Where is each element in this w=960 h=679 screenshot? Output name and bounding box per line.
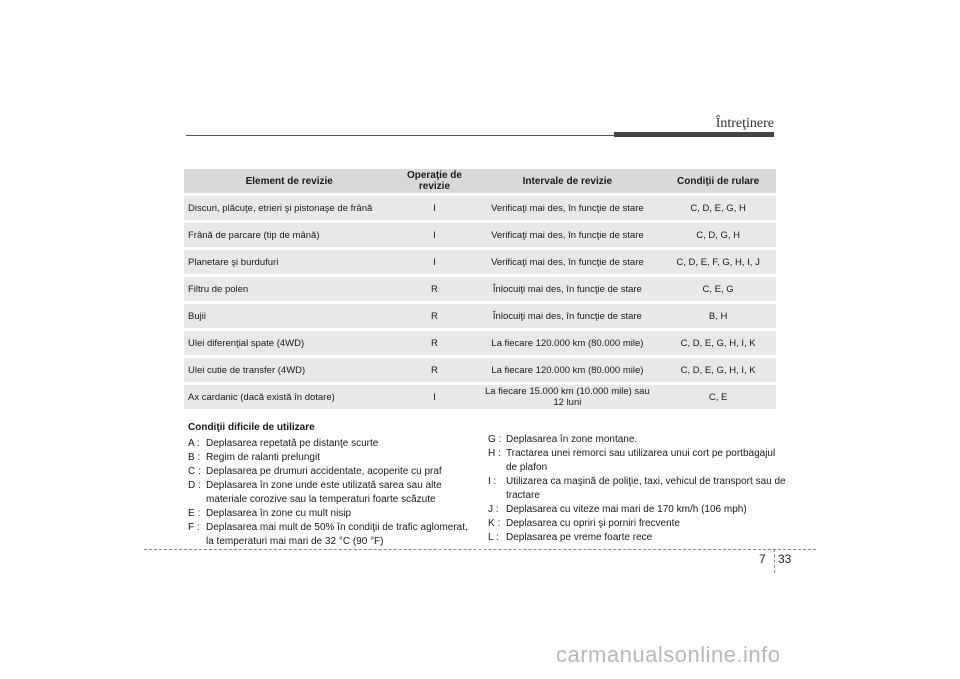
condition-text: Deplasarea pe drumuri accidentate, acoperite cu praf <box>206 466 442 477</box>
condition-text: Deplasarea în zone montane. <box>506 434 638 445</box>
cell-conditions: C, E <box>660 385 776 409</box>
table-row <box>184 277 776 301</box>
cell-element: Discuri, plăcuţe, etrieri şi pistonaşe de frână <box>184 196 394 220</box>
list-item <box>188 437 478 451</box>
cell-conditions: C, D, G, H <box>660 223 776 247</box>
table-header-row <box>184 169 776 193</box>
cell-conditions: C, D, E, F, G, H, I, J <box>660 250 776 274</box>
header-rule-accent <box>614 132 774 137</box>
column-header-operation: Operaţie de revizie <box>394 169 474 193</box>
condition-key: C : <box>188 466 201 477</box>
table-row <box>184 385 776 409</box>
footer-rule <box>144 549 816 550</box>
cell-element: Filtru de polen <box>184 277 394 301</box>
cell-conditions: B, H <box>660 304 776 328</box>
list-item <box>188 451 478 465</box>
cell-conditions: C, D, E, G, H <box>660 196 776 220</box>
column-header-element: Element de revizie <box>184 169 394 193</box>
condition-key: J : <box>488 504 499 515</box>
cell-interval: Verificaţi mai des, în funcţie de stare <box>474 223 660 247</box>
cell-operation: I <box>394 385 474 409</box>
condition-key: K : <box>488 518 501 529</box>
column-header-conditions: Condiţii de rulare <box>660 169 776 193</box>
condition-text: Deplasarea cu opriri şi porniri frecvente <box>506 518 680 529</box>
cell-conditions: C, D, E, G, H, I, K <box>660 358 776 382</box>
condition-key: H : <box>488 448 501 459</box>
condition-key: E : <box>188 508 201 519</box>
maintenance-table <box>184 166 776 412</box>
cell-element: Planetare şi burdufuri <box>184 250 394 274</box>
column-header-interval: Intervale de revizie <box>474 169 660 193</box>
cell-interval: Înlocuiţi mai des, în funcţie de stare <box>474 304 660 328</box>
list-item <box>488 531 788 545</box>
cell-operation: R <box>394 277 474 301</box>
cell-interval: Verificaţi mai des, în funcţie de stare <box>474 250 660 274</box>
list-item <box>188 465 478 479</box>
list-item <box>188 521 478 549</box>
condition-text: Deplasarea mai mult de 50% în condiţii de trafic aglomerat, la temperaturi mai mari de 32 °C (90 °F) <box>206 522 468 547</box>
cell-operation: R <box>394 304 474 328</box>
table-row <box>184 223 776 247</box>
condition-text: Utilizarea ca maşină de poliţie, taxi, vehicul de transport sau de tractare <box>506 476 786 501</box>
cell-element: Bujii <box>184 304 394 328</box>
condition-text: Deplasarea în zone cu mult nisip <box>206 508 352 519</box>
table-row <box>184 331 776 355</box>
watermark: carmanualsonline.info <box>556 642 781 667</box>
cell-operation: I <box>394 250 474 274</box>
cell-element: Ulei cutie de transfer (4WD) <box>184 358 394 382</box>
cell-conditions: C, E, G <box>660 277 776 301</box>
condition-text: Deplasarea repetată pe distanţe scurte <box>206 438 379 449</box>
cell-interval: Verificaţi mai des, în funcţie de stare <box>474 196 660 220</box>
conditions-list-left <box>188 437 478 549</box>
condition-text: Deplasarea în zone unde este utilizată sarea sau alte materiale corozive sau la temperaturi foarte scăzute <box>206 480 442 505</box>
cell-element: Frână de parcare (tip de mână) <box>184 223 394 247</box>
condition-text: Deplasarea cu viteze mai mari de 170 km/h (106 mph) <box>506 504 747 515</box>
table-row <box>184 196 776 220</box>
cell-operation: I <box>394 223 474 247</box>
list-item <box>488 433 788 447</box>
header-rule <box>186 135 614 136</box>
cell-interval: Înlocuiţi mai des, în funcţie de stare <box>474 277 660 301</box>
condition-key: D : <box>188 480 201 491</box>
cell-interval: La fiecare 120.000 km (80.000 mile) <box>474 331 660 355</box>
cell-operation: R <box>394 331 474 355</box>
list-item <box>188 507 478 521</box>
condition-text: Tractarea unei remorci sau utilizarea unui cort pe portbagajul de plafon <box>506 448 776 473</box>
condition-key: A : <box>188 438 200 449</box>
cell-element: Ax cardanic (dacă există în dotare) <box>184 385 394 409</box>
cell-operation: R <box>394 358 474 382</box>
cell-operation: I <box>394 196 474 220</box>
condition-key: L : <box>488 532 499 543</box>
table-row <box>184 304 776 328</box>
conditions-list-right <box>488 433 788 545</box>
condition-text: Deplasarea pe vreme foarte rece <box>506 532 653 543</box>
cell-element: Ulei diferenţial spate (4WD) <box>184 331 394 355</box>
list-item <box>188 479 478 507</box>
chapter-number: 7 <box>759 552 766 566</box>
list-item <box>488 447 788 475</box>
condition-key: G : <box>488 434 502 445</box>
page-section-title: Întreţinere <box>715 116 774 131</box>
condition-key: I : <box>488 476 497 487</box>
page-number: 33 <box>778 552 792 566</box>
cell-conditions: C, D, E, G, H, I, K <box>660 331 776 355</box>
cell-interval: La fiecare 120.000 km (80.000 mile) <box>474 358 660 382</box>
condition-text: Regim de ralanti prelungit <box>206 452 320 463</box>
table-row <box>184 358 776 382</box>
cell-interval: La fiecare 15.000 km (10.000 mile) sau 12 luni <box>474 385 660 409</box>
list-item <box>488 475 788 503</box>
footer-divider <box>774 549 775 573</box>
list-item <box>488 503 788 517</box>
condition-key: B : <box>188 452 201 463</box>
table-row <box>184 250 776 274</box>
list-item <box>488 517 788 531</box>
conditions-title: Condiţii dificile de utilizare <box>188 422 315 433</box>
condition-key: F : <box>188 522 200 533</box>
